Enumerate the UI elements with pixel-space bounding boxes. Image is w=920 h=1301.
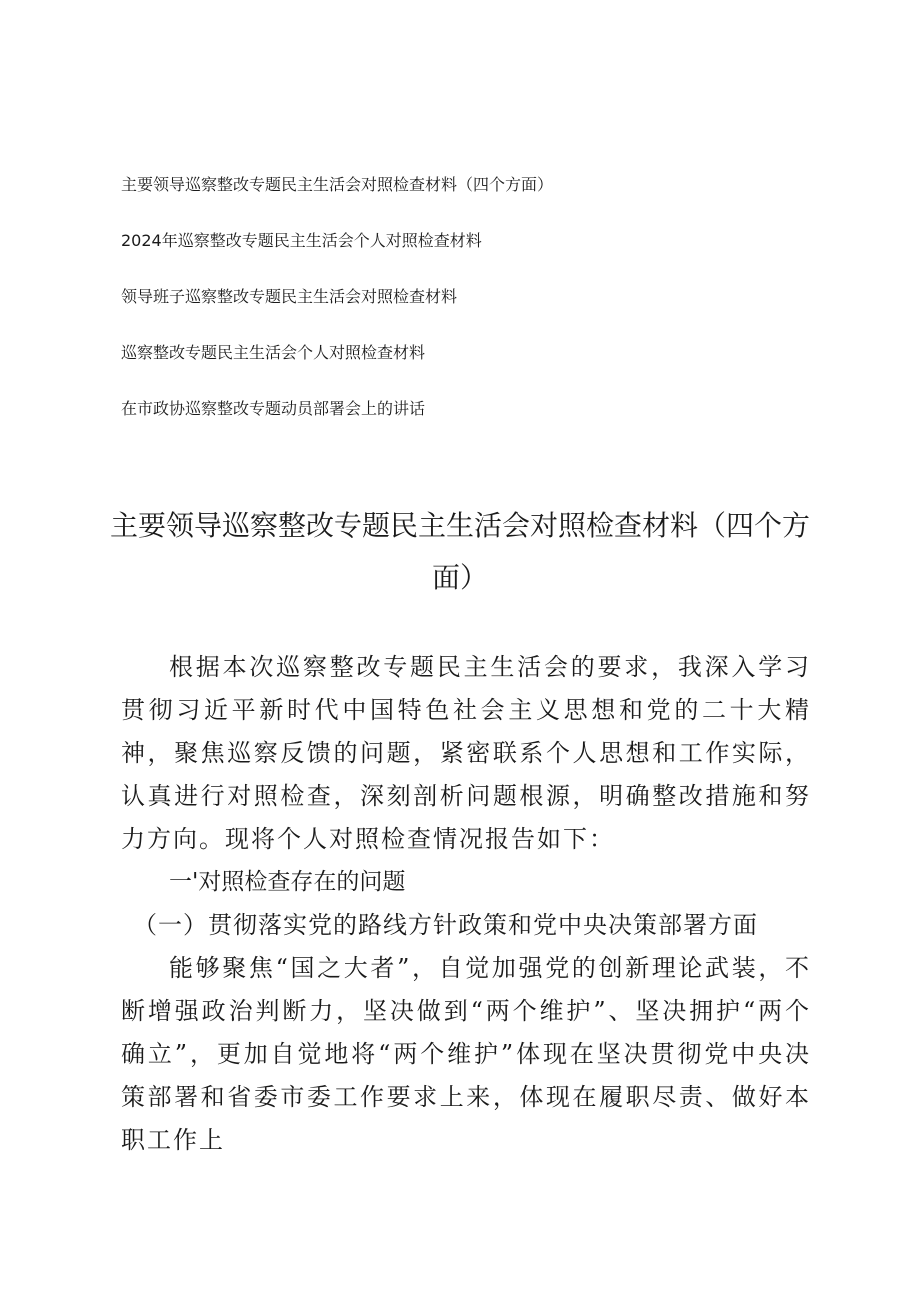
- toc-item: 巡察整改专题民主生活会个人对照检查材料: [121, 343, 426, 362]
- subsection-paragraph: 能够聚焦“国之大者”，自觉加强党的创新理论武装，不断增强政治判断力，坚决做到“两个维护”、坚决拥护“两个确立”，更加自觉地将“两个维护”体现在坚决贯彻党中央决策部署和省委市委工作要求上来，体现在履职尽责、做好本职工作上: [121, 954, 811, 1154]
- section-heading: 一'对照检查存在的问题: [169, 869, 406, 895]
- intro-paragraph: 根据本次巡察整改专题民主生活会的要求，我深入学习贯彻习近平新时代中国特色社会主义思想和党的二十大精神，聚焦巡察反馈的问题，紧密联系个人思想和工作实际，认真进行对照检查，深刻剖析问题根源，明确整改措施和努力方向。现将个人对照检查情况报告如下：: [121, 653, 811, 853]
- toc-item: 领导班子巡察整改专题民主生活会对照检查材料: [121, 287, 458, 306]
- toc-item: 主要领导巡察整改专题民主生活会对照检查材料（四个方面）: [121, 175, 554, 194]
- document-body: [121, 646, 811, 1162]
- subsection-heading: （一）贯彻落实党的路线方针政策和党中央决策部署方面: [133, 911, 758, 939]
- document-title: 主要领导巡察整改专题民主生活会对照检查材料（四个方面）: [110, 509, 811, 594]
- toc-item: 2024年巡察整改专题民主生活会个人对照检查材料: [121, 231, 482, 250]
- table-of-contents: [121, 174, 821, 454]
- toc-item: 在市政协巡察整改专题动员部署会上的讲话: [121, 399, 426, 418]
